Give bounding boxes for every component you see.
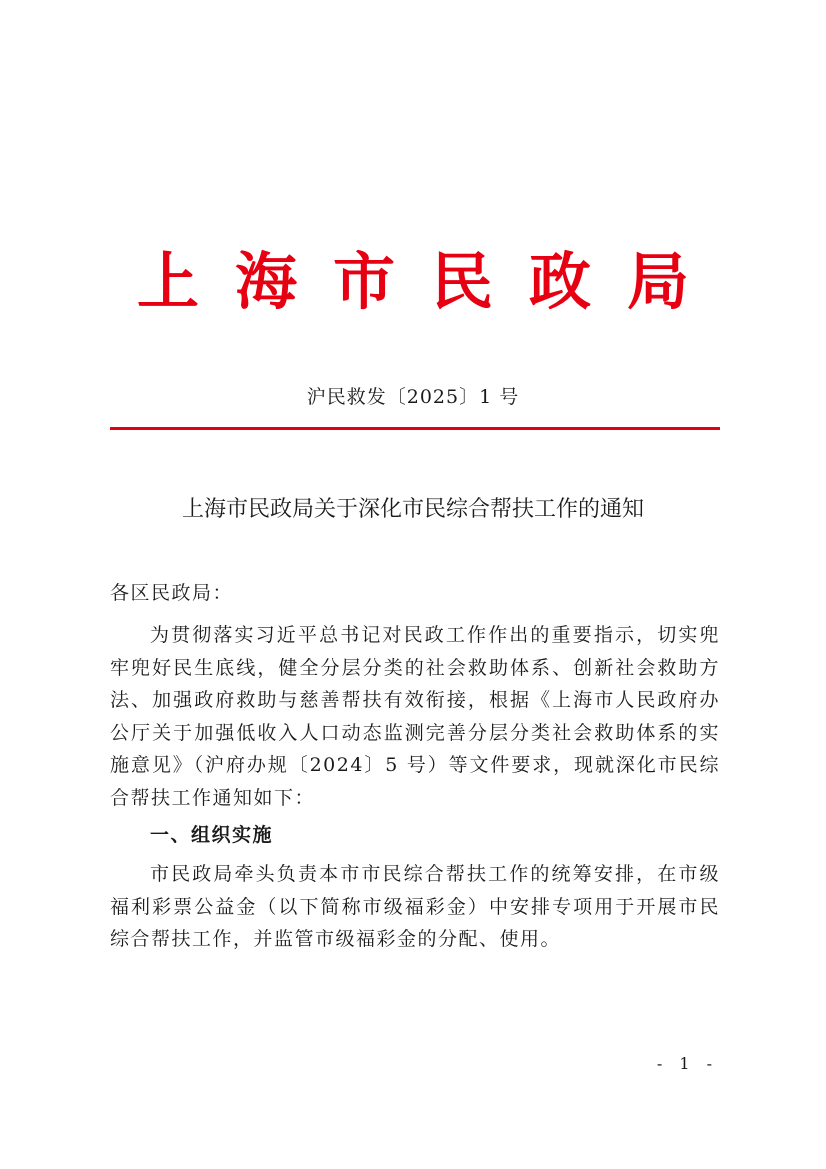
intro-paragraph: 为贯彻落实习近平总书记对民政工作作出的重要指示，切实兜牢兜好民生底线，健全分层分类的社会救助体系、创新社会救助方法、加强政府救助与慈善帮扶有效衔接，根据《上海市人民政府办公厅关于加强低收入人口动态监测完善分层分类社会救助体系的实施意见》（沪府办规〔2024〕5 号）等文件要求，现就深化市民综合帮扶工作通知如下： [110,624,720,809]
section-paragraph: 市民政局牵头负责本市市民综合帮扶工作的统筹安排，在市级福利彩票公益金（以下简称市级福彩金）中安排专项用于开展市民综合帮扶工作，并监管市级福彩金的分配、使用。 [110,863,720,950]
notice-title: 上海市民政局关于深化市民综合帮扶工作的通知 [181,497,644,522]
salutation: 各区民政局： [110,582,234,604]
section-heading: 一、组织实施 [150,824,274,846]
page-number: - 1 - [656,1054,718,1073]
red-divider-line [110,427,720,430]
document-body [110,578,720,956]
document-number: 沪民救发〔2025〕1 号 [306,386,520,408]
issuer-header: 上海市民政局 [136,245,725,318]
